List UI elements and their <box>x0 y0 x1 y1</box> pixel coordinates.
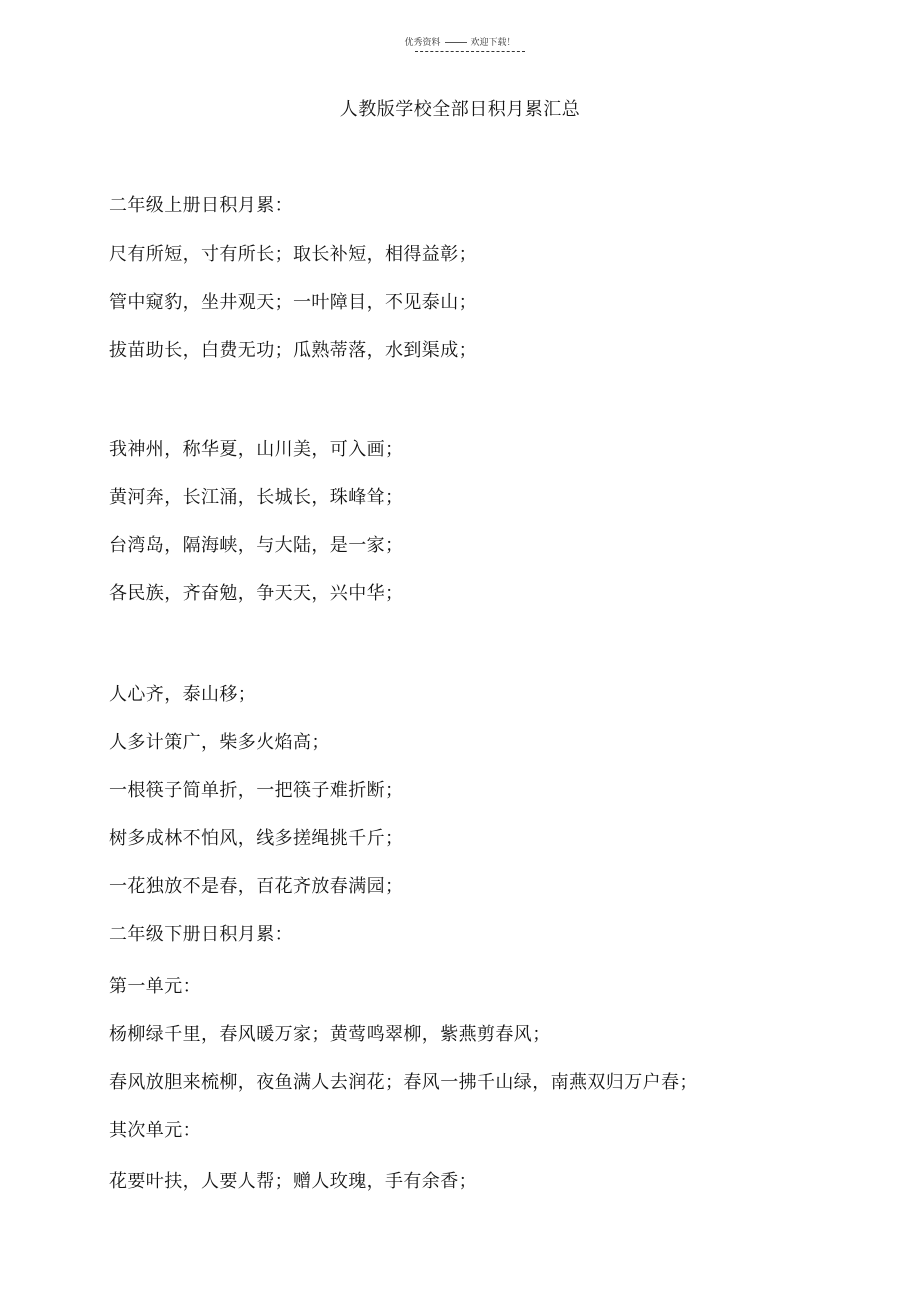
text-line: 我神州，称华夏，山川美，可入画； <box>109 439 404 460</box>
text-line: 各民族，齐奋勉，争天天，兴中华； <box>109 583 404 604</box>
text-line: 管中窥豹，坐井观天；一叶障目，不见泰山； <box>109 292 477 313</box>
text-line: 人心齐，泰山移； <box>109 684 257 705</box>
text-line: 黄河奔，长江涌，长城长，珠峰耸； <box>109 487 404 508</box>
unit-heading-1: 第一单元： <box>109 976 201 997</box>
text-line: 一花独放不是春，百花齐放春满园； <box>109 876 404 897</box>
text-line: 尺有所短，寸有所长；取长补短，相得益彰； <box>109 244 477 265</box>
text-line: 台湾岛，隔海峡，与大陆，是一家； <box>109 535 404 556</box>
header-left-text: 优秀资料 <box>404 38 441 48</box>
text-line: 人多计策广，柴多火焰高； <box>109 732 330 753</box>
header-divider <box>415 51 525 52</box>
text-line: 树多成林不怕风，线多搓绳挑千斤； <box>109 828 404 849</box>
text-line: 杨柳绿千里，春风暖万家；黄莺鸣翠柳，紫燕剪春风； <box>109 1024 551 1045</box>
page-header <box>0 37 920 49</box>
text-line: 春风放胆来梳柳，夜鱼满人去润花；春风一拂千山绿，南燕双归万户春； <box>109 1072 698 1093</box>
header-right-text: 欢迎下载！ <box>470 38 516 48</box>
text-line: 花要叶扶，人要人帮；赠人玫瑰，手有余香； <box>109 1171 477 1192</box>
section-heading-grade2-vol2: 二年级下册日积月累： <box>109 924 293 945</box>
unit-heading-2: 其次单元： <box>109 1120 201 1141</box>
text-line: 拔苗助长，白费无功；瓜熟蒂落，水到渠成； <box>109 340 477 361</box>
text-line: 一根筷子简单折，一把筷子难折断； <box>109 780 404 801</box>
header-gap <box>445 42 467 43</box>
section-heading-grade2-vol1: 二年级上册日积月累： <box>109 195 293 216</box>
document-title: 人教版学校全部日积月累汇总 <box>339 99 581 120</box>
